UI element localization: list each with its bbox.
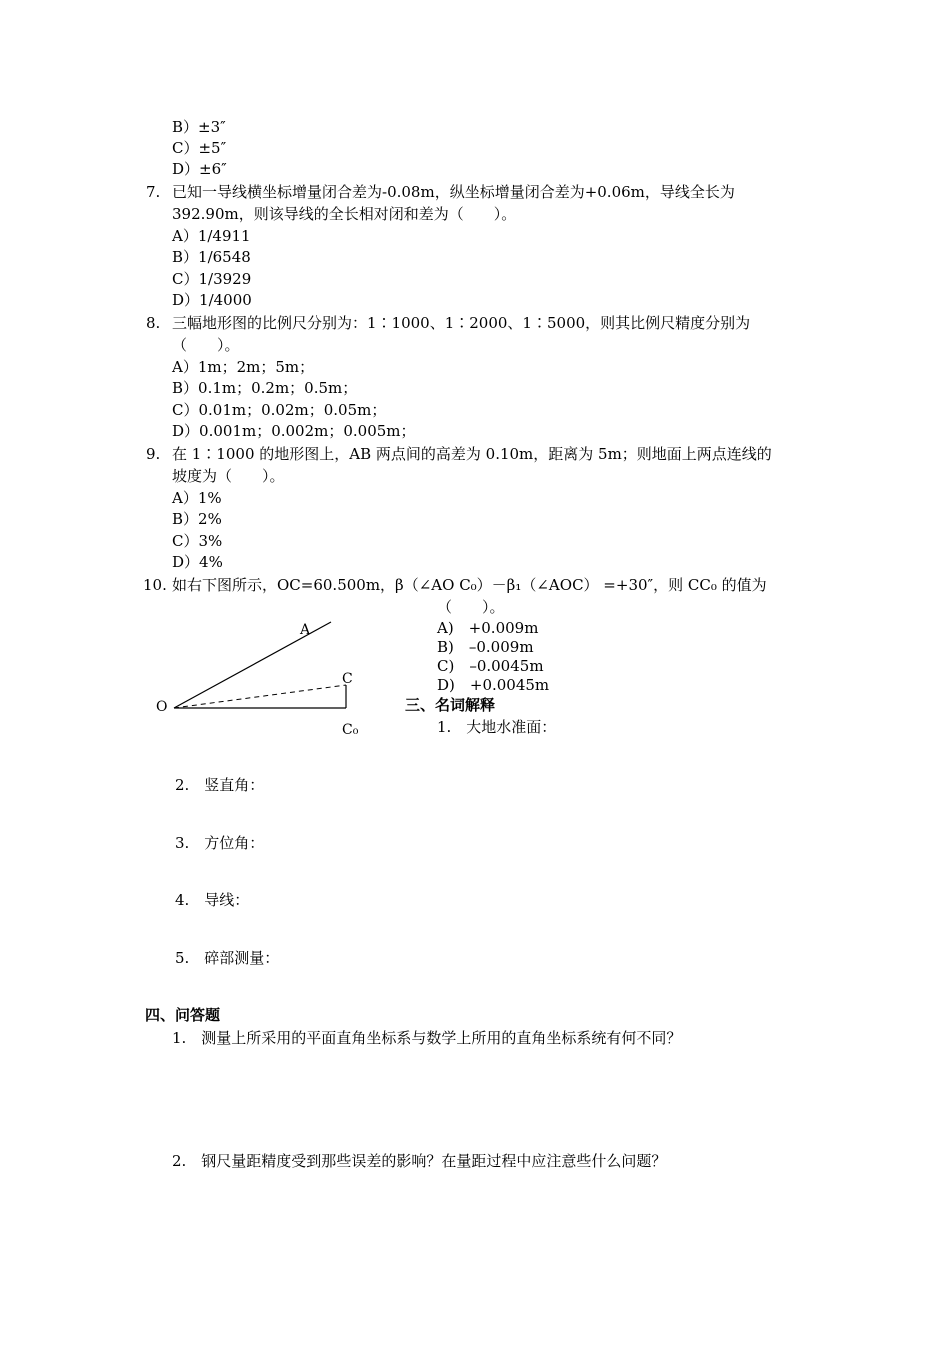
q7-stem-line1: 已知一导线横坐标增量闭合差为-0.08m，纵坐标增量闭合差为+0.06m，导线全长为 — [172, 183, 735, 201]
q7-stem-line2: 392.90m，则该导线的全长相对闭和差为（ ）。 — [172, 205, 517, 223]
q10-option-b: B) –0.009m — [437, 638, 534, 656]
q9-option-a: A）1% — [172, 489, 222, 507]
q9-stem-line1: 在 1∶1000 的地形图上，AB 两点间的高差为 0.10m，距离为 5m；则地面上两点连线的 — [172, 445, 772, 463]
section3-item-1: 1. 大地水准面： — [437, 718, 557, 736]
q10-number: 10. — [143, 576, 167, 594]
q10-option-c: C) –0.0045m — [437, 657, 544, 675]
section3-title: 三、名词解释 — [405, 696, 496, 714]
q8-stem-line1: 三幅地形图的比例尺分别为：1∶1000、1∶2000、1∶5000，则其比例尺精度分别为 — [172, 314, 751, 332]
line-oc-dashed — [174, 685, 346, 708]
q10-stem-line1: 如右下图所示，OC=60.500m，β（∠AO C₀）－β₁（∠AOC） =+30″，则 CC₀ 的值为 — [172, 576, 767, 594]
q10-figure — [150, 610, 370, 740]
q8-option-d: D）0.001m；0.002m；0.005m； — [172, 422, 416, 440]
q7-option-a: A）1/4911 — [172, 227, 251, 245]
section4-item-2: 2. 钢尺量距精度受到那些误差的影响？在量距过程中应注意些什么问题？ — [172, 1152, 667, 1170]
q8-option-a: A）1m；2m；5m； — [172, 358, 315, 376]
label-c0: C₀ — [342, 722, 359, 738]
q7-option-c: C）1/3929 — [172, 270, 252, 288]
q9-option-d: D）4% — [172, 553, 223, 571]
q8-option-c: C）0.01m；0.02m；0.05m； — [172, 401, 387, 419]
q9-number: 9. — [146, 445, 161, 463]
section3-item-5: 5. 碎部测量： — [175, 949, 280, 967]
q9-option-b: B）2% — [172, 510, 222, 528]
q9-option-c: C）3% — [172, 532, 223, 550]
q10-stem-line2: （ ）。 — [437, 598, 505, 616]
q6-option-b: B）±3″ — [172, 118, 226, 136]
q10-option-a: A) +0.009m — [437, 619, 539, 637]
q6-option-d: D）±6″ — [172, 160, 227, 178]
section4-title: 四、问答题 — [145, 1006, 221, 1024]
label-c: C — [342, 671, 353, 687]
q7-option-d: D）1/4000 — [172, 291, 252, 309]
section3-item-2: 2. 竖直角： — [175, 776, 265, 794]
section3-item-4: 4. 导线： — [175, 891, 250, 909]
section4-item-1: 1. 测量上所采用的平面直角坐标系与数学上所用的直角坐标系统有何不同？ — [172, 1029, 682, 1047]
q7-option-b: B）1/6548 — [172, 248, 251, 266]
label-a: A — [300, 622, 311, 638]
q7-number: 7. — [146, 183, 161, 201]
q8-number: 8. — [146, 314, 161, 332]
q8-option-b: B）0.1m；0.2m；0.5m； — [172, 379, 358, 397]
section3-item-3: 3. 方位角： — [175, 834, 265, 852]
label-o: O — [156, 699, 168, 715]
q10-option-d: D) +0.0045m — [437, 676, 550, 694]
q9-stem-line2: 坡度为（ ）。 — [172, 467, 285, 485]
q8-stem-line2: （ ）。 — [172, 336, 240, 354]
q6-option-c: C）±5″ — [172, 139, 227, 157]
